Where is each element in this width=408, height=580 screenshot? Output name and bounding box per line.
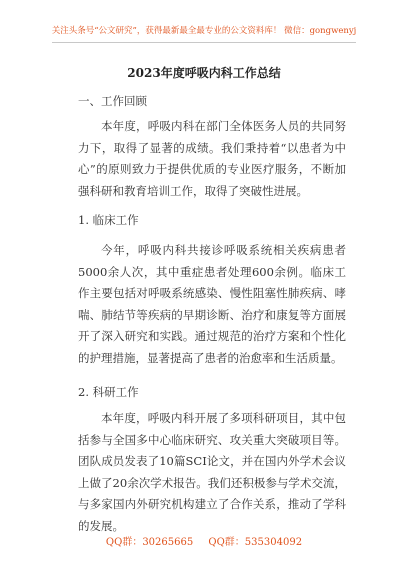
subsection-heading-clinical: 1. 临床工作: [78, 213, 139, 227]
paragraph-clinical: 今年，呼吸内科共接诊呼吸系统相关疾病患者5000余人次，其中重症患者处理600余例。临床工作主要包括对呼吸系统感染、慢性阻塞性肺疾病、哮喘、肺结节等疾病的早期诊断、治疗和康复等方面展开了深入研究和实践。通过规范的治疗方案和个性化的护理措施，显著提高了患者的治愈率和生活质量。: [78, 243, 346, 365]
document-title: 2023年度呼吸内科工作总结: [127, 66, 281, 80]
qq-group-1: QQ群：30265665: [105, 537, 194, 548]
paragraph-work-review: 本年度，呼吸内科在部门全体医务人员的共同努力下，取得了显著的成绩。我们秉持着“以患者为中心”的原则致力于提供优质的专业医疗服务，不断加强科研和教育培训工作，取得了突破性进展。: [78, 119, 346, 198]
section-heading-work-review: 一、工作回顾: [78, 94, 147, 108]
paragraph-research: 本年度，呼吸内科开展了多项科研项目，其中包括参与全国多中心临床研究、攻关重大突破项目等。团队成员发表了10篇SCI论文，并在国内外学术会议上做了20余次学术报告。我们还积极参与学术交流，与多家国内外研究机构建立了合作关系，推动了学科的发展。: [78, 411, 346, 533]
qq-group-2: QQ群：535304092: [208, 537, 303, 548]
footer-qq-groups: [0, 533, 408, 548]
promo-header: 关注头条号“公文研究”，获得最新最全最专业的公文资料库！ 微信：gongwenyj: [51, 26, 357, 36]
header-divider: [52, 42, 356, 43]
subsection-heading-research: 2. 科研工作: [78, 385, 139, 399]
